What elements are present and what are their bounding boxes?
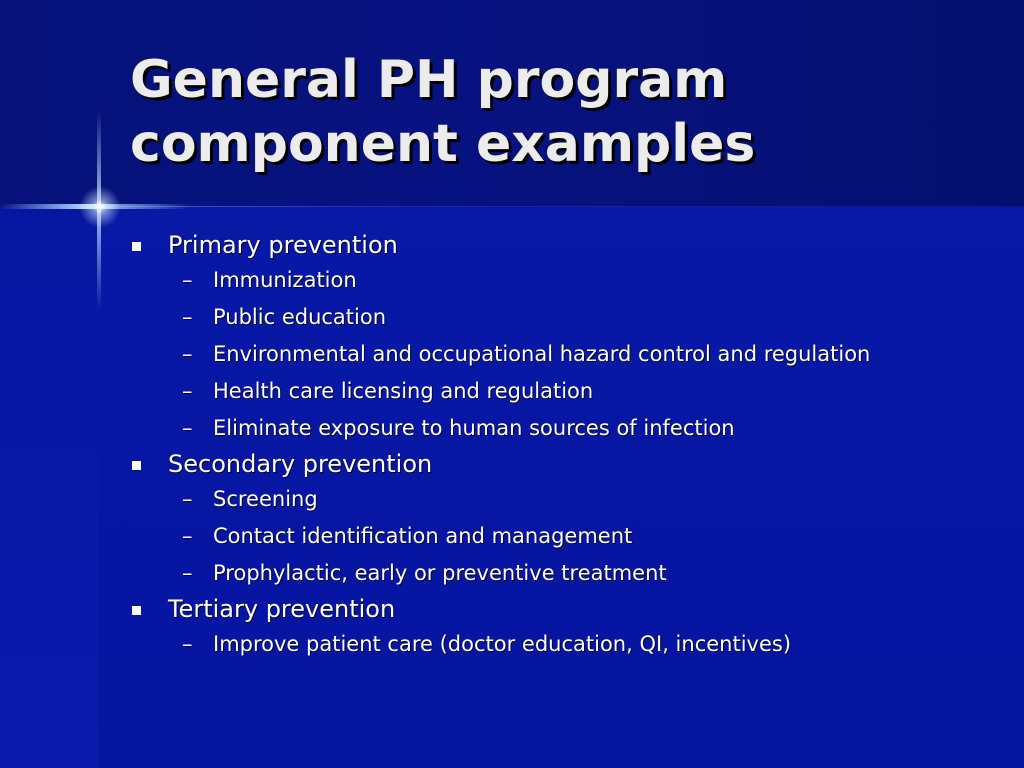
sub-bullet [130, 262, 1000, 299]
dash-bullet-icon: – [182, 305, 193, 329]
sub-bullet-text: Prophylactic, early or preventive treatment [213, 561, 667, 585]
left-accent-band [0, 207, 98, 768]
sub-bullet [130, 336, 1000, 373]
light-flare-glow [79, 186, 121, 228]
sub-bullet [130, 373, 1000, 410]
dash-bullet-icon: – [182, 632, 193, 656]
slide-title-line-2: component examples [130, 114, 756, 174]
sub-bullet-text: Contact identification and management [213, 524, 633, 548]
sub-bullet [130, 481, 1000, 518]
slide-title-line-1: General PH program [130, 50, 728, 110]
sub-bullet-text: Eliminate exposure to human sources of infection [213, 416, 735, 440]
sub-bullet-text: Screening [213, 487, 318, 511]
dash-bullet-icon: – [182, 268, 193, 292]
square-bullet-icon [132, 606, 141, 615]
sub-bullet-text: Health care licensing and regulation [213, 379, 594, 403]
sub-bullet [130, 299, 1000, 336]
sub-bullet-text: Immunization [213, 268, 357, 292]
bullet-tertiary-prevention [130, 592, 1000, 626]
square-bullet-icon [132, 461, 141, 470]
sub-bullet-text: Improve patient care (doctor education, QI, incentives) [213, 632, 792, 656]
dash-bullet-icon: – [182, 524, 193, 548]
bullet-text: Secondary prevention [168, 450, 433, 478]
sub-bullet [130, 410, 1000, 447]
sub-bullet [130, 518, 1000, 555]
square-bullet-icon [132, 242, 141, 251]
sub-bullet [130, 626, 1000, 663]
bullet-text: Primary prevention [168, 231, 398, 259]
sub-bullet-text: Environmental and occupational hazard control and regulation [213, 342, 871, 366]
dash-bullet-icon: – [182, 487, 193, 511]
bullet-primary-prevention [130, 228, 1000, 262]
dash-bullet-icon: – [182, 416, 193, 440]
bullet-secondary-prevention [130, 447, 1000, 481]
sub-bullet [130, 555, 1000, 592]
sub-bullet-text: Public education [213, 305, 387, 329]
bullet-text: Tertiary prevention [168, 595, 396, 623]
dash-bullet-icon: – [182, 561, 193, 585]
dash-bullet-icon: – [182, 342, 193, 366]
slide-title [130, 48, 990, 176]
dash-bullet-icon: – [182, 379, 193, 403]
slide-body [130, 228, 1000, 663]
